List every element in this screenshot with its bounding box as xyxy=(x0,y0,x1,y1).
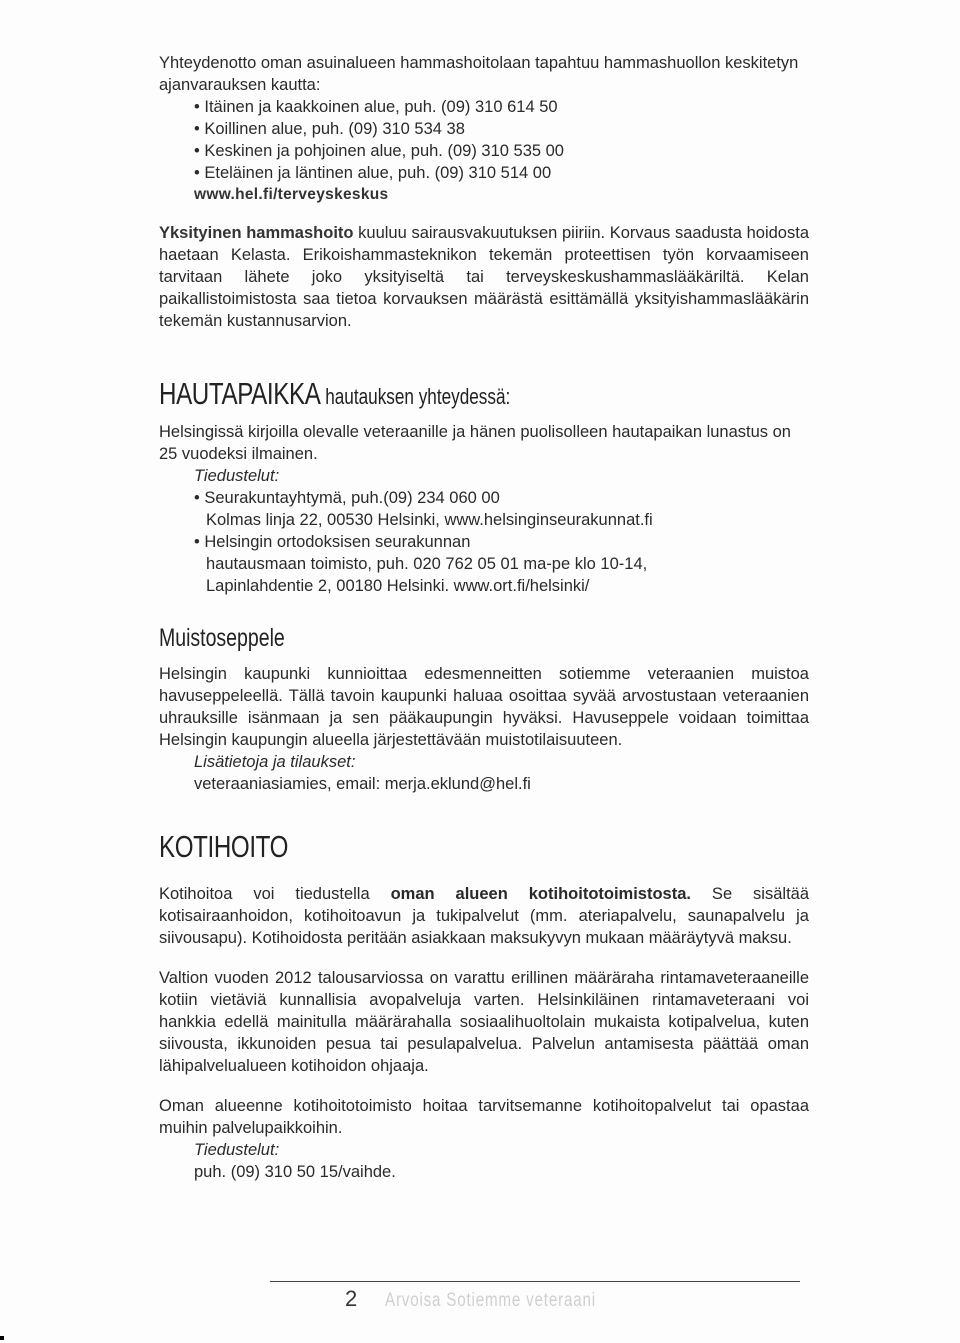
list-item: • Eteläinen ja läntinen alue, puh. (09) 310 514 00 xyxy=(194,162,809,184)
page-number: 2 xyxy=(345,1286,358,1311)
inquiry-label: Tiedustelut: xyxy=(194,467,280,485)
section-hautapaikka xyxy=(159,376,809,597)
scan-mark xyxy=(0,1336,4,1340)
kotihoito-paragraph-1 xyxy=(159,883,809,949)
hautapaikka-title: HAUTAPAIKKA xyxy=(159,376,321,411)
inquiry-label: Tiedustelut: xyxy=(194,1141,280,1159)
footer xyxy=(345,1286,649,1312)
area-list xyxy=(194,96,809,184)
contact-office: hautausmaan toimisto, puh. 020 762 05 01 ma-pe klo 10-14, xyxy=(206,555,648,573)
intro-lead: Yhteydenotto oman asuinalueen hammashoitolaan tapahtuu hammashuollon keskitetyn ajanvarauksen kautta: xyxy=(159,54,799,94)
kotihoito-paragraph-3: Oman alueenne kotihoitotoimisto hoitaa tarvitsemanne kotihoitopalvelut tai opastaa muihin palvelupaikkoihin. xyxy=(159,1097,809,1137)
terveyskeskus-link[interactable]: www.hel.fi/terveyskeskus xyxy=(194,186,389,203)
contact-address: Kolmas linja 22, 00530 Helsinki, www.helsinginseurakunnat.fi xyxy=(206,511,653,529)
section-title xyxy=(159,376,666,415)
contact-ortodoksinen: • Helsingin ortodoksisen seurakunnan xyxy=(194,531,809,553)
contact-list xyxy=(194,531,809,553)
contact-address: Lapinlahdentie 2, 00180 Helsinki. www.ort.fi/helsinki/ xyxy=(206,577,590,595)
list-item: • Koillinen alue, puh. (09) 310 534 38 xyxy=(194,118,809,140)
kotihoito-p1-rest: Se sisältää kotisairaanhoidon, kotihoitoavun ja tukipalvelut (mm. ateriapalvelu, saunapalvelu ja siivousapu). Kotihoidosta peritään asiakkaan maksukyvyn mukaan määräytyvä maksu. xyxy=(159,885,810,947)
private-care-lead: Yksityinen hammashoito xyxy=(159,224,354,242)
kotihoito-p1-text: Kotihoitoa voi tiedustella xyxy=(159,885,391,903)
muistoseppele-text: Helsingin kaupunki kunnioittaa edesmenneitten sotiemme veteraanien muistoa havuseppeleellä. Tällä tavoin kaupunki haluaa osoittaa syvää arvostustaan veteraanien uhrauksille isänmaan ja sen pääkaupungin hyväksi. Havuseppele voidaan toimittaa Helsingin kaupungin alueella järjestettävään muistotilaisuuteen. xyxy=(159,665,809,749)
kotihoito-p1-bold: oman alueen kotihoitotoimistosta. xyxy=(390,885,691,903)
section-kotihoito xyxy=(159,829,809,1183)
muistoseppele-title: Muistoseppele xyxy=(159,624,285,652)
kotihoito-phone: puh. (09) 310 50 15/vaihde. xyxy=(194,1163,396,1181)
info-label: Lisätietoja ja tilaukset: xyxy=(194,753,356,771)
private-care-paragraph xyxy=(159,222,809,332)
list-item: • Itäinen ja kaakkoinen alue, puh. (09) 310 614 50 xyxy=(194,96,809,118)
hautapaikka-text: Helsingissä kirjoilla olevalle veteraanille ja hänen puolisolleen hautapaikan lunastus on 25 vuodeksi ilmainen. xyxy=(159,423,791,463)
contact-list xyxy=(194,487,809,509)
private-care-text: kuuluu sairausvakuutuksen piiriin. Korvaus saadusta hoidosta haetaan Kelasta. Erikoishammasteknikon tekemän proteettisen työn korvaamiseen tarvitaan lähete joko yksityiseltä tai terveyskeskushammaslääkäriltä. Kelan paikallistoimistosta saa tietoa korvauksen määrästä esittämällä yksityishammaslääkärin tekemän kustannusarvion. xyxy=(159,224,809,330)
info-contact: veteraaniasiamies, email: merja.eklund@hel.fi xyxy=(194,775,531,793)
kotihoito-title: KOTIHOITO xyxy=(159,829,289,864)
page-content xyxy=(159,52,809,1183)
footer-divider xyxy=(270,1281,800,1282)
section-muistoseppele xyxy=(159,623,809,795)
contact-seurakuntayhtyma: • Seurakuntayhtymä, puh.(09) 234 060 00 xyxy=(194,487,809,509)
list-item: • Keskinen ja pohjoinen alue, puh. (09) 310 535 00 xyxy=(194,140,809,162)
footer-title: Arvoisa Sotiemme veteraani xyxy=(385,1290,597,1311)
hautapaikka-subtitle: hautauksen yhteydessä: xyxy=(320,384,511,409)
kotihoito-paragraph-2: Valtion vuoden 2012 talousarviossa on varattu erillinen määräraha rintamaveteraaneille kotiin vietäviä kunnallisia avopalveluja varten. Helsinkiläinen rintamaveteraani voi hankkia edellä mainitulla määrärahalla sosiaalihuoltolain mukaista kotipalvelua, kuten siivousta, ikkunoiden pesua tai pesulapalvelua. Palvelun antamisesta päättää oman lähipalvelualueen kotihoidon ohjaaja. xyxy=(159,969,809,1075)
